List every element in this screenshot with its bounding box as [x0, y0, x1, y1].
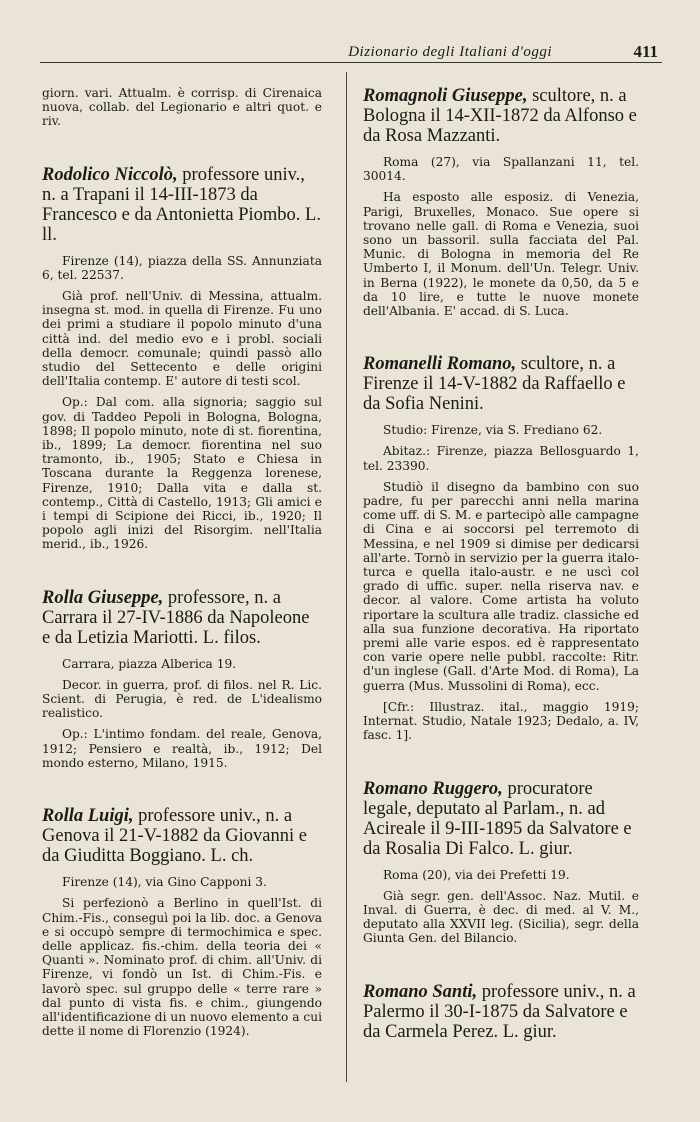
entry-headword — [363, 86, 639, 146]
entry-abitaz: Abitaz.: Firenze, piazza Bellosguardo 1, tel. 23390. — [363, 444, 639, 473]
entry-address: Firenze (14), piazza della SS. Annunziata 6, tel. 22537. — [42, 253, 322, 282]
entry-bio: Già segr. gen. dell'Assoc. Naz. Mutil. e Inval. di Guerra, è dec. di med. al V. M., deputato alla XXVII leg. (Sicilia), segr. della Giunta Gen. del Bilancio. — [363, 888, 639, 946]
entry-romano-santi — [363, 964, 639, 1042]
entry-name: Rolla Luigi, — [42, 806, 134, 827]
entry-bio: Si perfezionò a Berlino in quell'Ist. di Chim.-Fis., conseguì poi la lib. doc. a Genova e si occupò sempre di termochimica e spec. delle applicaz. fis.-chim. della teoria dei « Quanti ». Nominato prof. di chim. all'Univ. di Firenze, vi fondò un Ist. di Chim.-Fis. e lavorò spec. sul gruppo delle « terre rare » dal punto di vista fis. e chim., giungendo all'identificazione di un nuovo elemento a cui dette il nome di Florenzio (1924). — [42, 896, 322, 1039]
continuation-entry — [42, 86, 322, 129]
entry-title: scultore, n. a Firenze il 14-V-1882 da Raffaello e da Sofia Nenini. — [363, 354, 626, 415]
entry-title: procuratore legale, deputato al Parlam., n. ad Acireale il 9-III-1895 da Salvatore e da Rosalia Di Falco. L. giur. — [363, 778, 632, 859]
entry-title: professore univ., n. a Palermo il 30-I-1875 da Salvatore e da Carmela Perez. L. giur. — [363, 981, 636, 1042]
entry-rolla-giuseppe — [42, 570, 322, 770]
entry-bio: Studiò il disegno da bambino con suo padre, fu per parecchi anni nella marina come uff. di S. M. e partecipò alle campagne di Cina e ai soccorsi pel terremoto di Messina, e nel 1909 si dimise per dedicarsi all'arte. Tornò in servizio per la guerra italo-turca e quella italo-austr. e ne uscì col grado di uffic. super. nella riserva nav. e decor. al valore. Come artista ha voluto riportare la scultura alle tradiz. classiche ed alla sua funzione decorativa. Ha riportato premi alle varie espos. ed è rappresentato con varie opere nelle pubbl. raccolte: Ritr. d'un inglese (Gall. d'Arte Mod. di Roma), La guerra (Mus. Mussolini di Roma), ecc. — [363, 479, 639, 693]
entry-address: Firenze (14), via Gino Capponi 3. — [62, 875, 267, 890]
entry-headword — [42, 165, 322, 245]
right-column — [363, 86, 639, 1060]
entry-romano-ruggero — [363, 761, 639, 946]
entry-rodolico — [42, 147, 322, 552]
entry-title: professore univ., n. a Genova il 21-V-1882 da Giovanni e da Giuditta Boggiano. L. ch. — [42, 806, 307, 867]
page-header — [40, 38, 662, 63]
entry-bio: Decor. in guerra, prof. di filos. nel R. Lic. Scient. di Perugia, è red. de L'idealismo realistico. — [42, 677, 322, 721]
entry-name: Rolla Giuseppe, — [42, 587, 164, 608]
entry-bio: Ha esposto alle esposiz. di Venezia, Parigi, Bruxelles, Monaco. Sue opere si trovano nelle gall. di Roma e Venezia, suoi sono un bassoril. sulla facciata del Pal. Munic. di Bologna in memoria del Re Umberto I, il Monum. dell'Un. Telegr. Univ. in Berna (1922), le monete da 0,50, da 5 e da 10 lire, e tutte le nuove monete dell'Albania. E' accad. di S. Luca. — [363, 190, 639, 319]
entry-name: Romagnoli Giuseppe, — [363, 86, 528, 106]
entry-works: Op.: L'intimo fondam. del reale, Genova, 1912; Pensiero e realtà, ib., 1912; Del mondo esterno, Milano, 1915. — [42, 727, 322, 770]
entry-name: Romano Santi, — [363, 981, 478, 1002]
entry-name: Romanelli Romano, — [363, 354, 517, 375]
entry-name: Romano Ruggero, — [363, 778, 503, 799]
entry-address: Roma (20), via dei Prefetti 19. — [383, 867, 570, 882]
page-number: 411 — [633, 42, 658, 61]
entry-headword — [363, 779, 639, 859]
entry-studio: Studio: Firenze, via S. Frediano 62. — [383, 423, 603, 438]
left-column — [42, 86, 322, 1056]
entry-address: Carrara, piazza Alberica 19. — [62, 656, 237, 671]
entry-name: Rodolico Niccolò, — [42, 164, 178, 185]
entry-headword — [363, 354, 639, 414]
entry-headword — [42, 806, 322, 866]
entry-address: Roma (27), via Spallanzani 11, tel. 30014. — [363, 155, 639, 184]
entry-title: scultore, n. a Bologna il 14-XII-1872 da Alfonso e da Rosa Mazzanti. — [363, 86, 637, 146]
column-divider — [346, 72, 347, 1082]
continuation-text: giorn. vari. Attualm. è corrisp. di Cirenaica nuova, collab. del Legionario e altri quot. e riv. — [42, 86, 322, 129]
entry-rolla-luigi — [42, 788, 322, 1038]
entry-romagnoli — [363, 86, 639, 318]
entry-refs: [Cfr.: Illustraz. ital., maggio 1919; Internat. Studio, Natale 1923; Dedalo, a. IV, fasc. 1]. — [363, 699, 639, 743]
entry-headword — [42, 588, 322, 648]
running-title: Dizionario degli Italiani d'oggi — [348, 44, 552, 60]
entry-title: professore univ., n. a Trapani il 14-III-1873 da Francesco e da Antonietta Piombo. L. ll. — [42, 164, 321, 245]
entry-romanelli — [363, 336, 639, 742]
entry-headword — [363, 982, 639, 1042]
entry-title: professore, n. a Carrara il 27-IV-1886 da Napoleone e da Letizia Mariotti. L. filos. — [42, 587, 310, 648]
entry-works: Op.: Dal com. alla signoria; saggio sul gov. di Taddeo Pepoli in Bologna, Bologna, 1898; Il popolo minuto, note di st. fiorentina, ib., 1899; La democr. fiorentina nel suo tramonto, ib., 1905; Stato e Chiesa in Toscana durante la Reggenza lorenese, Firenze, 1910; Dalla vita e dalla st. contemp., Città di Castello, 1913; Gli amici e i tempi di Scipione dei Ricci, ib., 1920; Il popolo agli inizi del Risorgim. nell'Italia merid., ib., 1926. — [42, 395, 322, 552]
entry-bio: Già prof. nell'Univ. di Messina, attualm. insegna st. mod. in quella di Firenze. Fu uno dei primi a studiare il popolo minuto d'una città ind. del medio evo e i probl. sociali della democr. comunale; quindi passò allo studio del Settecento e delle origini dell'Italia contemp. E' autore di testi scol. — [42, 289, 322, 389]
